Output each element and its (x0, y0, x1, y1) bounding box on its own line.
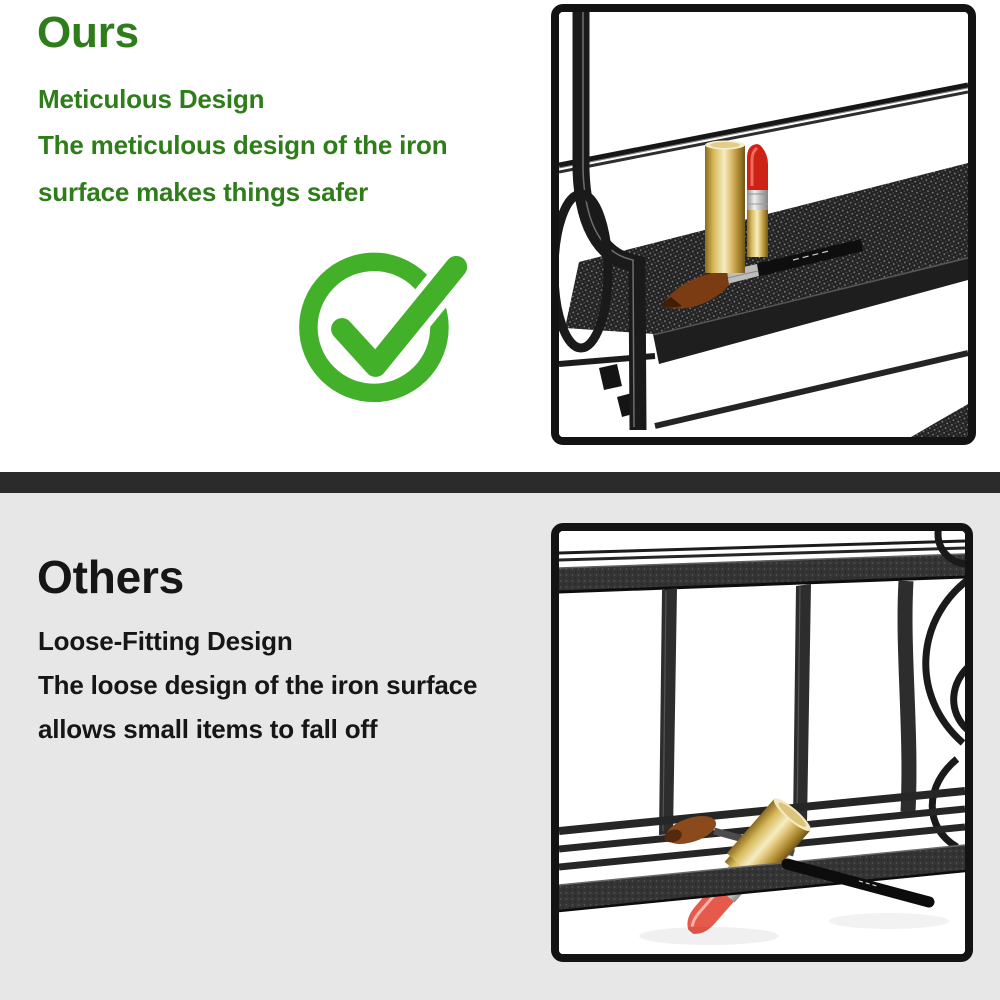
others-description-line2: allows small items to fall off (38, 714, 378, 744)
others-feature-heading: Loose-Fitting Design (38, 626, 293, 656)
others-product-photo (551, 523, 973, 962)
ours-description-line2: surface makes things safer (38, 177, 369, 207)
ours-feature-heading: Meticulous Design (38, 84, 265, 114)
red-lipstick (747, 144, 768, 257)
check-circle-icon (298, 240, 470, 408)
others-title: Others (37, 551, 185, 603)
ours-title: Ours (37, 8, 139, 57)
gold-lipstick-tube (705, 141, 745, 274)
ours-description-line1: The meticulous design of the iron (38, 130, 448, 160)
mesh-shelf-illustration (559, 12, 968, 437)
ours-product-photo (551, 4, 976, 445)
bar-shelf-illustration (559, 531, 965, 954)
section-divider (0, 472, 1000, 493)
others-description-line1: The loose design of the iron surface (38, 670, 478, 700)
